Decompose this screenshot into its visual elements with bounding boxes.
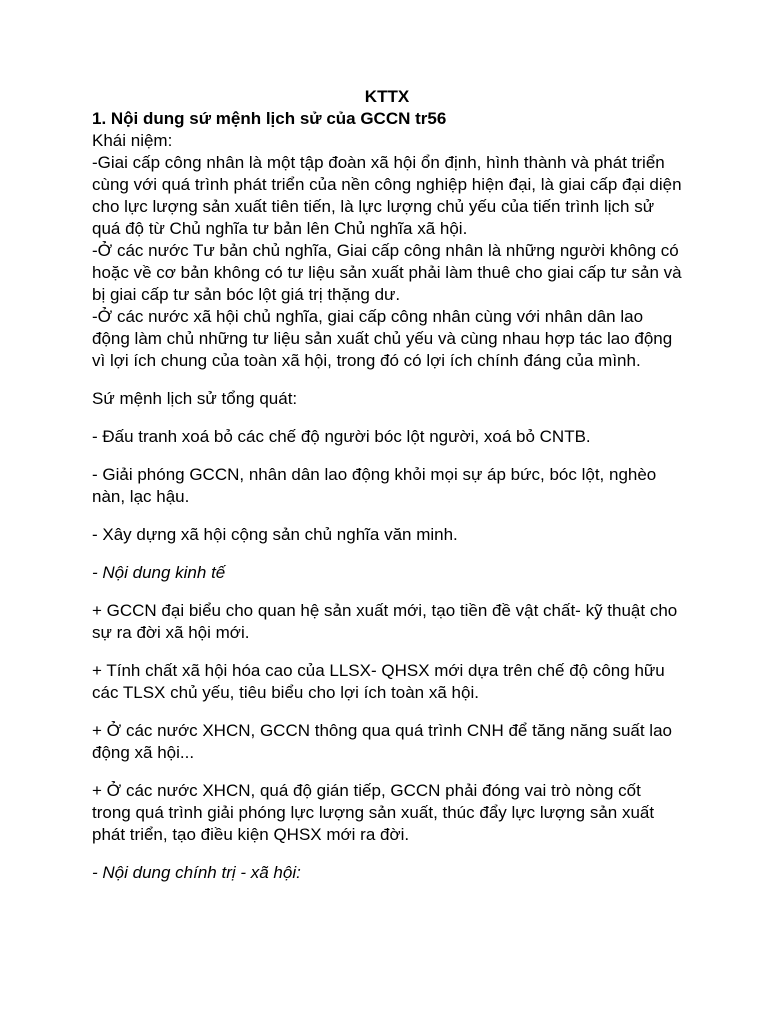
general-mission-item-1: - Đấu tranh xoá bỏ các chế độ người bóc lột người, xoá bỏ CNTB. xyxy=(92,427,591,446)
document-page xyxy=(92,86,682,884)
economic-item-4: + Ở các nước XHCN, quá độ gián tiếp, GCCN phải đóng vai trò nòng cốt trong quá trình giải phóng lực lượng sản xuất, thúc đẩy lực lượng sản xuất phát triển, tạo điều kiện QHSX mới ra đời. xyxy=(92,781,655,844)
economic-item-3: + Ở các nước XHCN, GCCN thông qua quá trình CNH để tăng năng suất lao động xã hội... xyxy=(92,721,672,762)
concept-paragraph-3: -Ở các nước xã hội chủ nghĩa, giai cấp công nhân cùng với nhân dân lao động làm chủ những tư liệu sản xuất chủ yếu và cùng nhau hợp tác lao động vì lợi ích chung của toàn xã hội, trong đó có lợi ích chính đáng của mình. xyxy=(92,307,673,370)
concept-paragraph-1: -Giai cấp công nhân là một tập đoàn xã hội ổn định, hình thành và phát triển cùng với quá trình phát triển của nền công nghiệp hiện đại, là giai cấp đại diện cho lực lượng sản xuất tiên tiến, là lực lượng chủ yếu của tiến trình lịch sử quá độ từ Chủ nghĩa tư bản lên Chủ nghĩa xã hội. xyxy=(92,153,682,238)
concept-label: Khái niệm: xyxy=(92,131,173,150)
document-title: KTTX xyxy=(364,87,410,106)
general-mission-item-3: - Xây dựng xã hội cộng sản chủ nghĩa văn minh. xyxy=(92,525,458,544)
general-mission-label: Sứ mệnh lịch sử tổng quát: xyxy=(92,389,298,408)
economic-item-1: + GCCN đại biểu cho quan hệ sản xuất mới, tạo tiền đề vật chất- kỹ thuật cho sự ra đời xã hội mới. xyxy=(92,601,678,642)
economic-content-label: - Nội dung kinh tế xyxy=(92,563,226,582)
concept-paragraph-2: -Ở các nước Tư bản chủ nghĩa, Giai cấp công nhân là những người không có hoặc về cơ bản không có tư liệu sản xuất phải làm thuê cho giai cấp tư sản và bị giai cấp tư sản bóc lột giá trị thặng dư. xyxy=(92,241,682,304)
political-social-content-label: - Nội dung chính trị - xã hội: xyxy=(92,863,301,882)
section-heading: 1. Nội dung sứ mệnh lịch sử của GCCN tr56 xyxy=(92,109,447,128)
economic-item-2: + Tính chất xã hội hóa cao của LLSX- QHSX mới dựa trên chế độ công hữu các TLSX chủ yếu, tiêu biểu cho lợi ích toàn xã hội. xyxy=(92,661,665,702)
general-mission-item-2: - Giải phóng GCCN, nhân dân lao động khỏi mọi sự áp bức, bóc lột, nghèo nàn, lạc hậu. xyxy=(92,465,657,506)
